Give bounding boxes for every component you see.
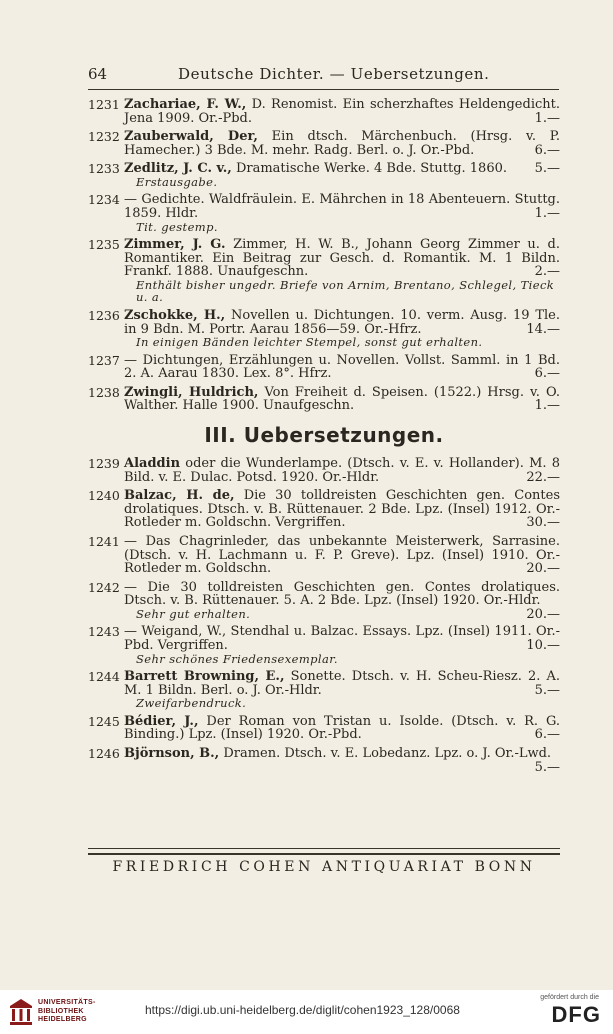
entry-number: 1231 (88, 97, 120, 112)
entry-number: 1239 (88, 456, 120, 471)
entry-note: Erstausgabe. (136, 174, 218, 189)
entry-text: Dramatische Werke. 4 Bde. Stuttg. 1860. (235, 161, 508, 177)
entry-body (124, 457, 560, 484)
entry-author: Zauberwald, Der, (124, 129, 258, 145)
entry-author: Aladdin (124, 456, 181, 471)
library-logo-text: UNIVERSITÄTS- BIBLIOTHEK HEIDELBERG (38, 999, 96, 1023)
entry-note: Sehr schönes Friedensexemplar. (136, 651, 338, 666)
entry-number: 1246 (88, 746, 120, 761)
entry-price: 5.— (534, 682, 560, 698)
funding-caption: gefördert durch die (540, 994, 599, 1001)
entry-text: oder die Wunderlampe. (Dtsch. v. E. v. Hollander). M. 8 Bild. v. E. Dulac. Potsd. 1920. Or.-Hldr. (124, 456, 560, 485)
entry-text: — Gedichte. Waldfräulein. E. Mährchen in 18 Abenteuern. Stuttg. 1859. Hldr. (124, 192, 560, 222)
entry-note: Sehr gut erhalten. (136, 606, 251, 621)
entry-number: 1236 (88, 307, 120, 323)
footer-rule (88, 848, 560, 855)
entry-text: — Das Chagrinleder, das unbekannte Meisterwerk, Sarrasine. (Dtsch. v. H. Lachmann u. F. P. Greve). Lpz. (Insel) 1910. Or.-Rotleder m. Goldschn. (124, 533, 560, 577)
entry-body (124, 746, 560, 775)
entry-body (124, 715, 560, 742)
entry-number: 1242 (88, 579, 120, 595)
entry-price: 5.— (534, 759, 560, 775)
entry-price: 1.— (534, 398, 560, 414)
catalog-entry (88, 670, 560, 710)
entry-text: Novellen u. Dichtungen. 10. verm. Ausg. 19 Tle. in 9 Bdn. M. Portr. Aarau 1856—59. Or.-Hfrz. (124, 307, 560, 337)
entry-text: D. Renomist. Ein scherzhaftes Heldengedicht. Jena 1909. Or.-Pbd. (124, 97, 560, 126)
permalink[interactable]: https://digi.ub.uni-heidelberg.de/diglit/cohen1923_128/0068 (145, 1003, 460, 1017)
entry-author: Zschokke, H., (124, 307, 226, 323)
catalog-entry (88, 354, 560, 381)
entry-number: 1235 (88, 237, 120, 253)
catalog-entry (88, 535, 560, 576)
entry-body (124, 162, 560, 176)
catalog-entry (88, 581, 560, 621)
entry-body (124, 625, 560, 652)
entry-number: 1233 (88, 161, 120, 177)
entry-note: Zweifarbendruck. (136, 696, 247, 711)
entry-price: 30.— (526, 515, 560, 531)
entry-author: Barrett Browning, E., (124, 669, 285, 685)
entry-author: Balzac, H. de, (124, 488, 235, 504)
entry-body (124, 670, 560, 697)
entry-note: Tit. gestemp. (136, 219, 218, 234)
catalog-entry (88, 193, 560, 233)
entry-price: 20.— (526, 561, 560, 577)
entry-text: Der Roman von Tristan u. Isolde. (Dtsch. v. R. G. Binding.) Lpz. (Insel) 1920. Or.-Pbd. (124, 713, 560, 743)
entry-number: 1243 (88, 624, 120, 640)
entry-number: 1238 (88, 384, 120, 400)
page-header (0, 63, 613, 87)
entry-text: Dramen. Dtsch. v. E. Lobedanz. Lpz. o. J. Or.-Lwd. (223, 746, 552, 761)
entry-text: Die 30 tolldreisten Geschichten gen. Contes drolatiques. Dtsch. v. B. Rüttenauer. 2 Bde. Lpz. (Insel) 1912. Or.-Rotleder m. Goldschn. Vergriffen. (124, 488, 560, 531)
entry-text: Ein dtsch. Märchenbuch. (Hrsg. v. P. Hamecher.) 3 Bde. M. mehr. Radg. Berl. o. J. Or.-Pbd. (124, 129, 560, 158)
entry-price: 6.— (534, 142, 560, 158)
entry-body (124, 193, 560, 220)
catalog-entry (88, 386, 560, 413)
entry-number: 1241 (88, 533, 120, 549)
entry-body (124, 238, 560, 279)
entry-author: Zimmer, J. G. (124, 237, 226, 253)
entry-price: 14.— (526, 321, 560, 337)
entry-author: Zwingli, Huldrich, (124, 384, 259, 400)
entry-author: Zedlitz, J. C. v., (124, 161, 232, 177)
catalog-entry (88, 457, 560, 484)
entry-price: 2.— (534, 264, 560, 280)
entry-price: 6.— (534, 727, 560, 743)
catalog-entry (88, 746, 560, 775)
entry-number: 1245 (88, 713, 120, 729)
catalog-entry (88, 489, 560, 530)
entry-body (124, 535, 560, 576)
entry-number: 1232 (88, 129, 120, 145)
entry-author: Bédier, J., (124, 713, 199, 729)
page-number: 64 (88, 65, 108, 83)
entry-author: Björnson, B., (124, 746, 220, 761)
entry-text: — Weigand, W., Stendhal u. Balzac. Essays. Lpz. (Insel) 1911. Or.-Pbd. Vergriffen. (124, 624, 560, 654)
catalog-entry (88, 715, 560, 742)
catalog-entry (88, 130, 560, 157)
entry-number: 1244 (88, 669, 120, 685)
entry-text: Sonette. Dtsch. v. H. Scheu-Riesz. 2. A. M. 1 Bildn. Berl. o. J. Or.-Hldr. (124, 669, 561, 698)
dfg-logo: DFG (551, 1002, 601, 1027)
entry-note: Enthält bisher ungedr. Briefe von Arnim, Brentano, Schlegel, Tieck u. a. (136, 277, 555, 305)
entry-body (124, 354, 560, 381)
entry-price: 1.— (534, 206, 560, 222)
entry-note: In einigen Bänden leichter Stempel, sonst gut erhalten. (136, 335, 483, 350)
section-heading: III. Uebersetzungen. (204, 423, 444, 447)
entry-number: 1237 (88, 352, 120, 368)
entry-list-deutsche-dichter (88, 98, 560, 413)
catalog-entries (88, 98, 560, 774)
viewer-bar (0, 990, 613, 1034)
catalog-entry (88, 309, 560, 349)
page-footer: FRIEDRICH COHEN ANTIQUARIAT BONN (112, 859, 536, 875)
entry-text: — Die 30 tolldreisten Geschichten gen. Contes drolatiques. Dtsch. v. B. Rüttenauer. 5. A. 2 Bde. Lpz. (Insel) 1920. Or.-Hldr. (124, 579, 560, 609)
catalog-entry (88, 238, 560, 304)
entry-body (124, 489, 560, 530)
page-title: Deutsche Dichter. — Uebersetzungen. (178, 65, 490, 83)
entry-price: 1.— (534, 110, 560, 126)
catalog-entry (88, 162, 560, 188)
entry-price: 20.— (526, 606, 560, 622)
catalog-entry (88, 98, 560, 125)
entry-price: 6.— (534, 366, 560, 382)
entry-number: 1240 (88, 488, 120, 504)
entry-author: Zachariae, F. W., (124, 97, 247, 112)
entry-text: — Dichtungen, Erzählungen u. Novellen. Vollst. Samml. in 1 Bd. 2. A. Aarau 1830. Lex. 8°. Hfrz. (124, 352, 560, 382)
entry-price: 5.— (534, 161, 560, 177)
entry-price: 22.— (526, 469, 560, 485)
entry-body (124, 386, 560, 413)
header-rule (88, 89, 559, 90)
entry-number: 1234 (88, 192, 120, 208)
entry-text: Von Freiheit d. Speisen. (1522.) Hrsg. v. O. Walther. Halle 1900. Unaufgeschn. (124, 384, 560, 414)
entry-price: 10.— (526, 638, 560, 654)
university-seal-icon (8, 998, 34, 1026)
entry-list-uebersetzungen (88, 456, 561, 775)
catalog-entry (88, 625, 560, 665)
entry-body (124, 98, 560, 125)
entry-body (124, 130, 560, 157)
entry-text: Zimmer, H. W. B., Johann Georg Zimmer u. d. Romantiker. Ein Beitrag zur Gesch. d. Romantik. M. 1 Bildn. Frankf. 1888. Unaufgeschn. (124, 237, 560, 280)
entry-body (124, 309, 560, 336)
